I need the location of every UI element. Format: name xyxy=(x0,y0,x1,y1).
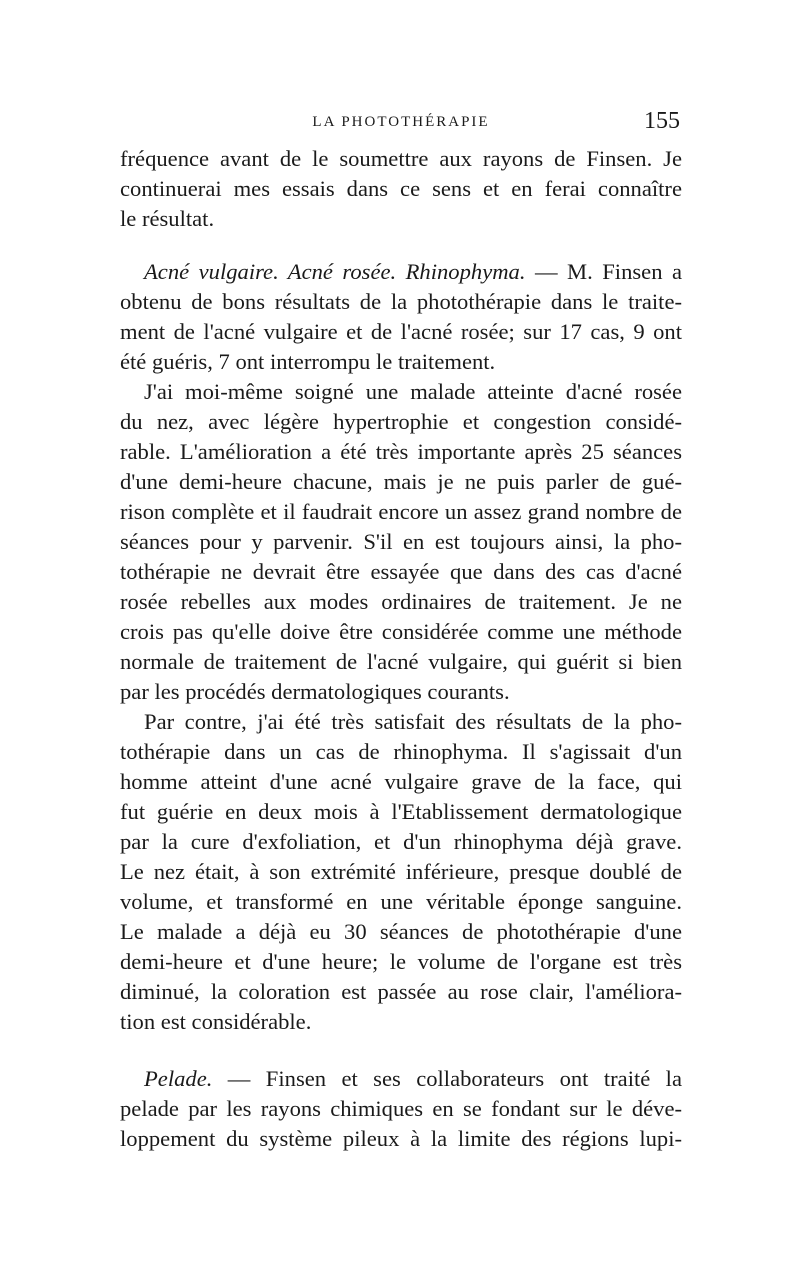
text-line: par la cure d'exfoliation, et d'un rhinophyma déjà grave. xyxy=(120,829,682,854)
paragraph xyxy=(120,707,682,1037)
text-line: obtenu de bons résultats de la photothérapie dans le traite- xyxy=(120,289,682,314)
text-line: fut guérie en deux mois à l'Etablissement dermatologique xyxy=(120,799,682,824)
section-heading-line: Pelade. — Finsen et ses collaborateurs ont traité la xyxy=(144,1066,682,1091)
paragraph-section-acne xyxy=(120,257,682,377)
text-line: tion est considérable. xyxy=(120,1009,312,1034)
text-line: rosée rebelles aux modes ordinaires de traitement. Je ne xyxy=(120,589,682,614)
page-number: 155 xyxy=(644,108,680,134)
body-text xyxy=(120,144,682,1154)
text-line: été guéris, 7 ont interrompu le traitement. xyxy=(120,349,496,374)
text-line: crois pas qu'elle doive être considérée comme une méthode xyxy=(120,619,682,644)
text-line: loppement du système pileux à la limite des régions lupi- xyxy=(120,1126,682,1151)
text-line: volume, et transformé en une véritable éponge sanguine. xyxy=(120,889,682,914)
running-title: LA PHOTOTHÉRAPIE xyxy=(312,114,490,130)
text-line: tothérapie ne devrait être essayée que dans des cas d'acné xyxy=(120,559,682,584)
text-line: le résultat. xyxy=(120,206,215,231)
text-line: J'ai moi-même soigné une malade atteinte d'acné rosée xyxy=(144,379,682,404)
running-head xyxy=(120,100,682,140)
text-line: diminué, la coloration est passée au rose clair, l'améliora- xyxy=(120,979,682,1004)
text-line: normale de traitement de l'acné vulgaire, qui guérit si bien xyxy=(120,649,682,674)
text-line: par les procédés dermatologiques courants. xyxy=(120,679,510,704)
paragraph xyxy=(120,377,682,707)
text-line: demi-heure et d'une heure; le volume de l'organe est très xyxy=(120,949,682,974)
text-line: homme atteint d'une acné vulgaire grave de la face, qui xyxy=(120,769,682,794)
text-line: pelade par les rayons chimiques en se fondant sur le déve- xyxy=(120,1096,682,1121)
text-line: tothérapie dans un cas de rhinophyma. Il s'agissait d'un xyxy=(120,739,682,764)
text-line: d'une demi-heure chacune, mais je ne puis parler de gué- xyxy=(120,469,682,494)
text-line: continuerai mes essais dans ce sens et en ferai connaître xyxy=(120,176,682,201)
text-line: du nez, avec légère hypertrophie et congestion considé- xyxy=(120,409,682,434)
text-line: Le nez était, à son extrémité inférieure, presque doublé de xyxy=(120,859,682,884)
text-line: ment de l'acné vulgaire et de l'acné rosée; sur 17 cas, 9 ont xyxy=(120,319,682,344)
text-line: séances pour y parvenir. S'il en est toujours ainsi, la pho- xyxy=(120,529,682,554)
text-line: Le malade a déjà eu 30 séances de photothérapie d'une xyxy=(120,919,682,944)
text-line: rison complète et il faudrait encore un assez grand nombre de xyxy=(120,499,682,524)
text-line: rable. L'amélioration a été très importante après 25 séances xyxy=(120,439,682,464)
text-line: Par contre, j'ai été très satisfait des résultats de la pho- xyxy=(144,709,682,734)
paragraph xyxy=(120,144,682,234)
section-heading-line: Acné vulgaire. Acné rosée. Rhinophyma. — M. Finsen a xyxy=(144,259,682,284)
paragraph-section-pelade xyxy=(120,1064,682,1154)
text-line: fréquence avant de le soumettre aux rayons de Finsen. Je xyxy=(120,146,682,171)
